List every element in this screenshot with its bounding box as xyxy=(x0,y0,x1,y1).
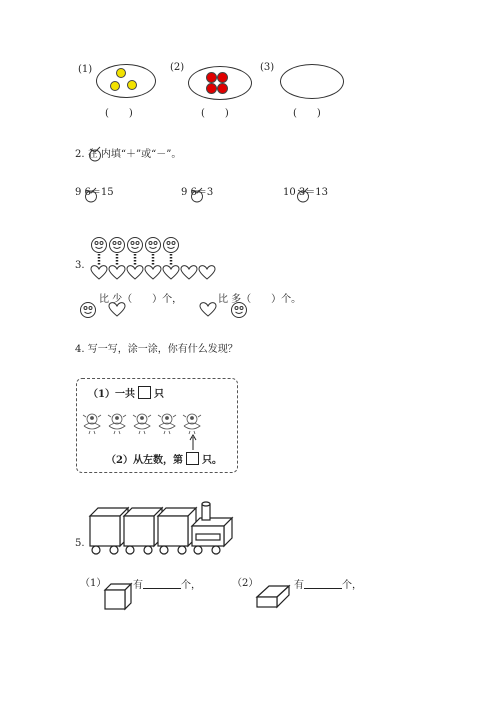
chick-icon xyxy=(108,414,126,434)
q2-item-3: 10 3＝13 xyxy=(283,187,328,198)
chick-icon xyxy=(183,414,201,434)
q5-part2-unit: 个， xyxy=(342,580,362,591)
heart-icon xyxy=(145,266,161,279)
heart-icon xyxy=(91,266,107,279)
up-arrow-icon xyxy=(188,434,198,450)
chick-row xyxy=(80,410,210,434)
cuboid-icon xyxy=(255,583,291,609)
apple-icon xyxy=(296,187,310,203)
q3-text-a: 比 少（ ）个， xyxy=(99,294,183,305)
q5-part1-answer xyxy=(133,578,201,592)
q1-answer-2: ( ) xyxy=(201,108,229,119)
answer-box[interactable] xyxy=(186,452,199,465)
apple-icon xyxy=(84,187,98,203)
answer-box[interactable] xyxy=(138,386,151,399)
q4-line2-unit: 只。 xyxy=(201,455,222,466)
red-dot xyxy=(206,83,217,94)
yellow-dot xyxy=(127,80,137,90)
q2-item-1: 9 6＝15 xyxy=(75,187,114,198)
apple-icon xyxy=(88,146,102,162)
q4-prompt: 4. 写一写，涂一涂，你有什么发现？ xyxy=(75,344,238,355)
red-dot xyxy=(206,72,217,83)
q4-line1-unit: 只 xyxy=(153,389,164,400)
smiley-icon xyxy=(231,302,247,318)
chick-icon xyxy=(83,414,101,434)
chick-icon xyxy=(158,414,176,434)
chick-icon xyxy=(133,414,151,434)
smiley-icon xyxy=(110,238,125,253)
red-dot xyxy=(217,72,228,83)
q3-number: 3. xyxy=(75,260,85,271)
q2-prompt: 2. 在 内填“＋”或“－”。 xyxy=(75,149,182,160)
answer-blank[interactable] xyxy=(143,578,181,589)
q1-label-3: (3) xyxy=(260,62,275,73)
apple-icon xyxy=(190,187,204,203)
q4-line2 xyxy=(106,452,222,467)
q4-line2-text: （2）从左数，第 xyxy=(106,455,183,466)
heart-icon xyxy=(181,266,197,279)
smiley-icon xyxy=(164,238,179,253)
cube-icon xyxy=(103,582,133,610)
heart-row xyxy=(90,264,220,280)
q4-line1-text: （1）一共 xyxy=(88,389,135,400)
smiley-icon xyxy=(128,238,143,253)
answer-blank[interactable] xyxy=(304,578,342,589)
q5-part1-label: （1） xyxy=(80,578,107,589)
smiley-icon xyxy=(80,302,96,318)
q1-oval-1 xyxy=(96,64,156,98)
yellow-dot xyxy=(110,81,120,91)
q5-part2-label: （2） xyxy=(232,578,259,589)
block-train xyxy=(86,498,240,558)
q4-line1 xyxy=(88,386,164,401)
q5-part2-text: 有 xyxy=(294,580,304,591)
heart-icon xyxy=(163,266,179,279)
q2-item-2: 9 6＝3 xyxy=(181,187,214,198)
q5-number: 5. xyxy=(75,538,85,549)
q5-part1-unit: 个， xyxy=(181,580,201,591)
q5-part2-answer xyxy=(294,578,362,592)
q1-answer-1: ( ) xyxy=(105,108,133,119)
q1-label-1: (1) xyxy=(78,64,93,75)
heart-icon xyxy=(199,266,215,279)
q1-oval-3 xyxy=(280,64,344,99)
yellow-dot xyxy=(116,68,126,78)
q1-label-2: (2) xyxy=(170,62,185,73)
heart-icon xyxy=(127,266,143,279)
smiley-icon xyxy=(92,238,107,253)
q1-answer-3: ( ) xyxy=(293,108,321,119)
heart-icon xyxy=(109,302,125,317)
smiley-icon xyxy=(146,238,161,253)
heart-icon xyxy=(200,302,216,317)
q5-part1-text: 有 xyxy=(133,580,143,591)
q3-text-b: 比 多（ ）个。 xyxy=(218,294,302,305)
red-dot xyxy=(217,83,228,94)
heart-icon xyxy=(109,266,125,279)
smiley-row xyxy=(90,236,180,254)
